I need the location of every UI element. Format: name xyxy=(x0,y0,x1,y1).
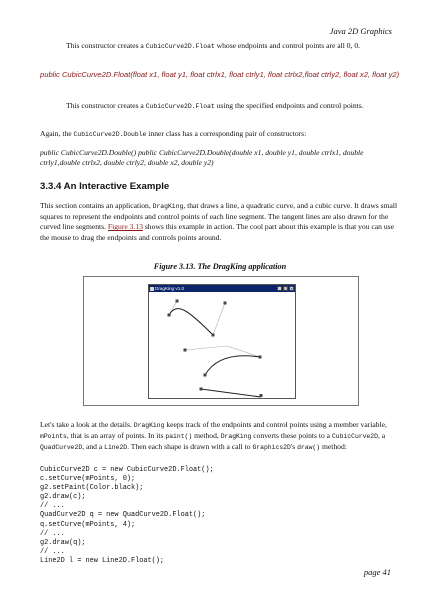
code-line: g2.draw(q); xyxy=(40,538,86,547)
dragking-window xyxy=(148,284,296,399)
inline-code: CubicCurve2D xyxy=(331,433,378,441)
code-line: // ... xyxy=(40,547,65,556)
paragraph-double-inner-class: Again, the CubicCurve2D.Double inner class has a corresponding pair of constructors: xyxy=(40,129,307,138)
cubic-curve xyxy=(169,309,213,335)
code-line: Line2D l = new Line2D.Float(); xyxy=(40,556,165,565)
quad-tangent-line xyxy=(185,346,227,350)
inline-code: DragKing xyxy=(133,422,165,429)
inline-code: DragKing xyxy=(220,433,252,441)
figure-frame xyxy=(83,276,359,406)
code-line: q.setCurve(mPoints, 4); xyxy=(40,520,136,529)
paragraph-float-full-constructor: This constructor creates a CubicCurve2D.Float using the specified endpoints and control points. xyxy=(66,101,364,110)
straight-line xyxy=(201,389,261,397)
minimize-icon[interactable]: _ xyxy=(278,286,281,291)
code-line: g2.setPaint(Color.black); xyxy=(40,484,144,493)
line-endpoint-handle[interactable] xyxy=(200,388,203,391)
cubic-endpoint-handle[interactable] xyxy=(168,314,171,317)
page-number: page 41 xyxy=(363,567,391,577)
code-line: c.setCurve(mPoints, 0); xyxy=(40,475,136,484)
running-header: Java 2D Graphics xyxy=(329,26,392,36)
code-line: // ... xyxy=(40,529,65,538)
line-group xyxy=(200,388,263,398)
inline-code: QuadCurve2D xyxy=(40,444,83,452)
signature-float-full-constructor: public CubicCurve2D.Float(float x1, float y1, float ctrlx1, float ctrly1, float ctrlx2,float ctrly2, float x2, float y2) xyxy=(40,70,400,79)
inline-code: CubicCurve2D.Double xyxy=(73,131,147,138)
app-icon xyxy=(150,287,154,291)
inline-code: draw() xyxy=(297,444,321,452)
inline-code: Graphics2D xyxy=(252,444,291,452)
inline-code: CubicCurve2D.Float xyxy=(145,43,215,50)
cubic-tangent-line xyxy=(213,303,225,335)
figure-link[interactable]: Figure 3.13 xyxy=(107,222,143,232)
code-line: CubicCurve2D c = new CubicCurve2D.Float(); xyxy=(40,466,214,474)
maximize-icon[interactable]: □ xyxy=(284,286,287,291)
inline-code: Line2D xyxy=(104,444,128,452)
code-line: // ... xyxy=(40,502,65,511)
inline-code: paint() xyxy=(165,433,193,441)
quad-curve xyxy=(205,356,260,375)
paragraph-details: Let's take a look at the details. DragKing keeps track of the endpoints and control points using a member variable, mPoints, that is an array of points. In its paint() method, DragKing converts these points to a CubicCurve2D, a QuadCurve2D, and a Line2D. Then each shape is drawn with a call to Graphics2D's draw() method: xyxy=(40,420,387,452)
code-line: g2.draw(c); xyxy=(40,493,86,502)
paragraph-interactive-example: This section contains an application, DragKing, that draws a line, a quadratic curve, and a cubic curve. It draws small squares to represent the endpoints and control points of each line segment. The tangent lines are also drawn for the curved line segments. Figure 3.13 shows this example in action. The cool part about this example is that you can use the mouse to drag the endpoints and controls points around. xyxy=(40,201,398,242)
window-titlebar xyxy=(149,285,295,292)
cubic-endpoint-handle[interactable] xyxy=(212,334,215,337)
cubic-control-handle[interactable] xyxy=(176,300,179,303)
inline-code: DragKing xyxy=(152,203,184,210)
close-icon[interactable]: × xyxy=(290,286,293,291)
code-line: QuadCurve2D q = new QuadCurve2D.Float(); xyxy=(40,511,206,520)
inline-code: CubicCurve2D.Float xyxy=(145,103,215,110)
quad-endpoint-handle[interactable] xyxy=(259,356,262,359)
quad-endpoint-handle[interactable] xyxy=(204,374,207,377)
quad-control-handle[interactable] xyxy=(184,349,187,352)
signature-double-constructors: public CubicCurve2D.Double() public CubicCurve2D.Double(double x1, double y1, double ctrlx1, double ctrly1,double ctrlx2, double ctrly2, double x2, double y2) xyxy=(40,148,364,168)
section-heading: 3.3.4 An Interactive Example xyxy=(40,181,170,192)
paragraph-float-default-constructor: This constructor creates a CubicCurve2D.Float whose endpoints and control points are all 0, 0. xyxy=(66,41,361,50)
inline-code: mPoints xyxy=(40,433,67,441)
cubic-control-handle[interactable] xyxy=(224,302,227,305)
code-block xyxy=(40,466,400,566)
figure-caption: Figure 3.13. The DragKing application xyxy=(153,262,287,271)
window-title: DragKing v1.0 xyxy=(155,286,185,291)
line-endpoint-handle[interactable] xyxy=(260,394,263,397)
drawing-canvas[interactable] xyxy=(149,293,295,398)
quad-curve-group xyxy=(184,346,262,377)
cubic-curve-group xyxy=(168,300,227,337)
window-controls xyxy=(277,286,294,291)
